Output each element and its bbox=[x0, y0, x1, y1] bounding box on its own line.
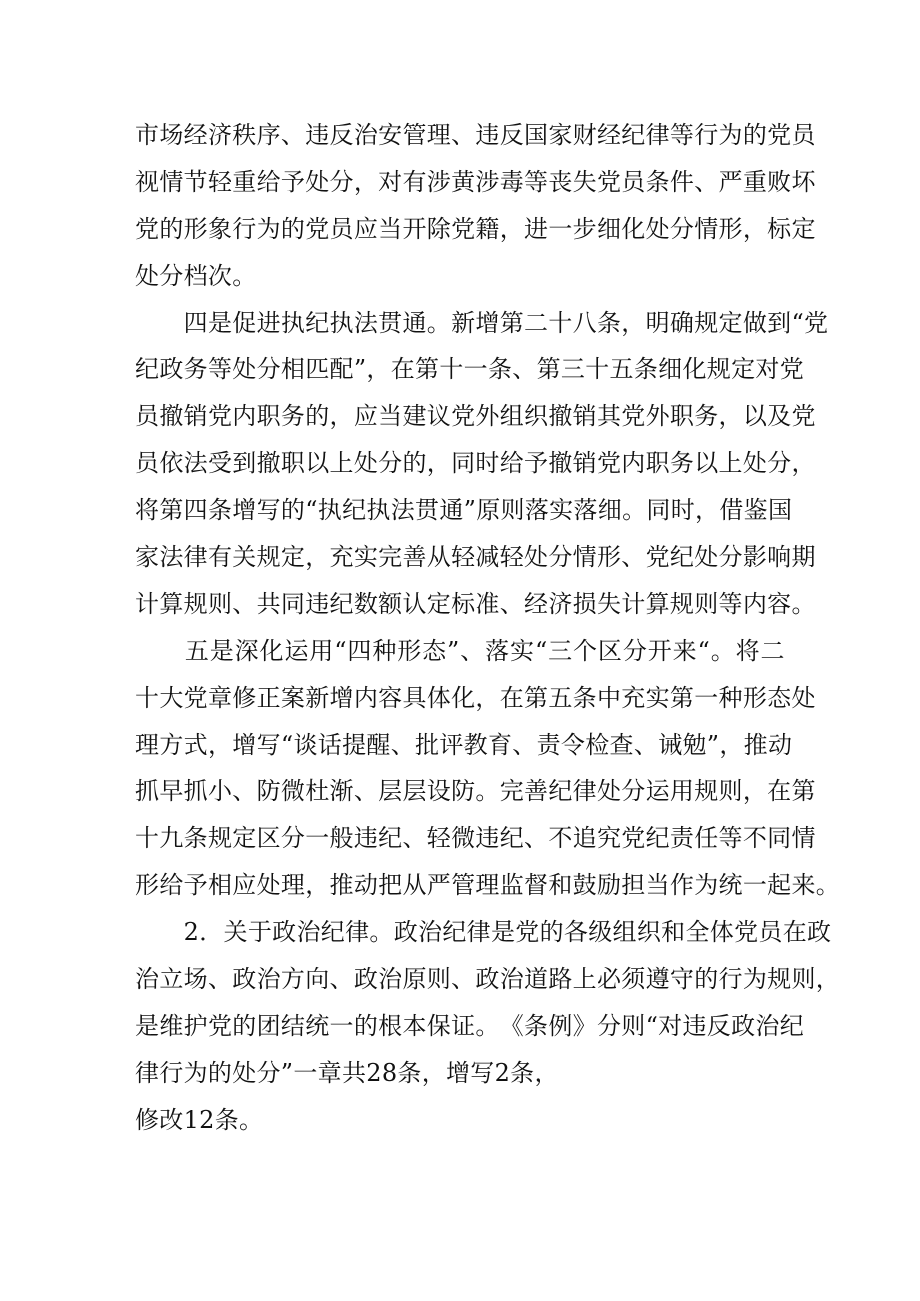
text-line-14 bbox=[135, 722, 793, 769]
text-line-content: 纪 政 务 等 处 分 相 匹 配 ” ， 在 第 十 一 条 、 第 三 十 五 条 细 化 规 定 对 党 bbox=[135, 355, 805, 384]
text-line-12 bbox=[135, 628, 785, 675]
text-line-content: 律行为的处分”一章共28条，增写2条， bbox=[135, 1058, 559, 1087]
text-line-21 bbox=[135, 1050, 785, 1097]
text-line-16 bbox=[135, 815, 816, 862]
text-line-2 bbox=[135, 159, 816, 206]
text-line-content: 视 情 节 轻 重 给 予 处 分 ， 对 有 涉 黄 涉 毒 等 丧 失 党 员 条 件 、 严 重 败 坏 bbox=[135, 167, 816, 196]
text-line-content: 市 场 经 济 秩 序 、 违 反 治 安 管 理 、 违 反 国 家 财 经 纪 律 等 行 为 的 党 员 bbox=[135, 121, 816, 149]
text-line-6 bbox=[135, 346, 805, 393]
text-line-content: 十 九 条 规 定 区 分 一 般 违 纪 、 轻 微 违 纪 、 不 追 究 党 纪 责 任 等 不 同 情 bbox=[135, 824, 816, 853]
text-line-content: 家 法 律 有 关 规 定 ， 充 实 完 善 从 轻 减 轻 处 分 情 形 、 党 纪 处 分 影 响 期 bbox=[135, 543, 816, 572]
text-line-17 bbox=[135, 862, 841, 909]
text-line-content: 计 算 规 则 、 共 同 违 纪 数 额 认 定 标 准 、 经 济 损 失 计 算 规 则 等 内 容 。 bbox=[135, 589, 816, 618]
text-line-content: 党 的 形 象 行 为 的 党 员 应 当 开 除 党 籍 ， 进 一 步 细 化 处 分 情 形 ， 标 定 bbox=[135, 214, 816, 243]
text-line-3 bbox=[135, 206, 816, 253]
text-line-content: 将 第 四 条 增 写 的 “ 执 纪 执 法 贯 通 ” 原 则 落 实 落 细 。 同 时 ， 借 鉴 国 bbox=[135, 496, 793, 525]
text-line-15 bbox=[135, 768, 816, 815]
text-line-content: 五 是 深 化 运 用 “ 四 种 形 态 ” 、 落 实 “ 三 个 区 分 开 来 “ 。 将 二 bbox=[184, 636, 785, 665]
text-line-9 bbox=[135, 487, 793, 534]
text-line-content: 四 是 促 进 执 纪 执 法 贯 通 。 新 增 第 二 十 八 条 ， 明 确 规 定 做 到 “ 党 bbox=[183, 308, 829, 337]
body-text bbox=[135, 112, 841, 1144]
text-line-19 bbox=[135, 956, 841, 1003]
text-line-5 bbox=[135, 300, 829, 347]
text-line-content: 抓 早 抓 小 、 防 微 杜 渐 、 层 层 设 防 。 完 善 纪 律 处 分 运 用 规 则 ， 在 第 bbox=[135, 777, 816, 806]
text-line-22 bbox=[135, 1097, 785, 1144]
text-line-10 bbox=[135, 534, 816, 581]
text-line-20 bbox=[135, 1003, 805, 1050]
text-line-content: 是 维 护 党 的 团 结 统 一 的 根 本 保 证 。 《 条 例 》 分 则 “ 对 违 反 政 治 纪 bbox=[135, 1011, 805, 1040]
text-line-content: 十 大 党 章 修 正 案 新 增 内 容 具 体 化 ， 在 第 五 条 中 充 实 第 一 种 形 态 处 bbox=[135, 683, 816, 712]
text-line-content: 治 立 场 、 政 治 方 向 、 政 治 原 则 、 政 治 道 路 上 必 须 遵 守 的 行 为 规 则 ， bbox=[135, 965, 841, 994]
text-line-13 bbox=[135, 675, 816, 722]
text-line-8 bbox=[135, 440, 816, 487]
text-line-content: 理 方 式 ， 增 写 “ 谈 话 提 醒 、 批 评 教 育 、 责 令 检 查 、 诫 勉 ” ， 推 动 bbox=[135, 730, 793, 759]
text-line-11 bbox=[135, 581, 816, 628]
text-line-7 bbox=[135, 393, 816, 440]
text-line-content: 形 给 予 相 应 处 理 ， 推 动 把 从 严 管 理 监 督 和 鼓 励 担 当 作 为 统 一 起 来 。 bbox=[135, 871, 841, 900]
text-line-content: 修改12条。 bbox=[135, 1105, 264, 1134]
text-line-content: 处分档次。 bbox=[135, 261, 257, 290]
text-line-18 bbox=[135, 909, 832, 956]
text-line-content: 2 ． 关 于 政 治 纪 律 。 政 治 纪 律 是 党 的 各 级 组 织 和 全 体 党 员 在 政 bbox=[183, 918, 832, 947]
text-line-content: 员 依 法 受 到 撤 职 以 上 处 分 的 ， 同 时 给 予 撤 销 党 内 职 务 以 上 处 分 ， bbox=[135, 449, 816, 478]
text-line-4 bbox=[135, 253, 785, 300]
text-line-1 bbox=[135, 112, 816, 159]
text-line-content: 员 撤 销 党 内 职 务 的 ， 应 当 建 议 党 外 组 织 撤 销 其 党 外 职 务 ， 以 及 党 bbox=[135, 402, 816, 431]
